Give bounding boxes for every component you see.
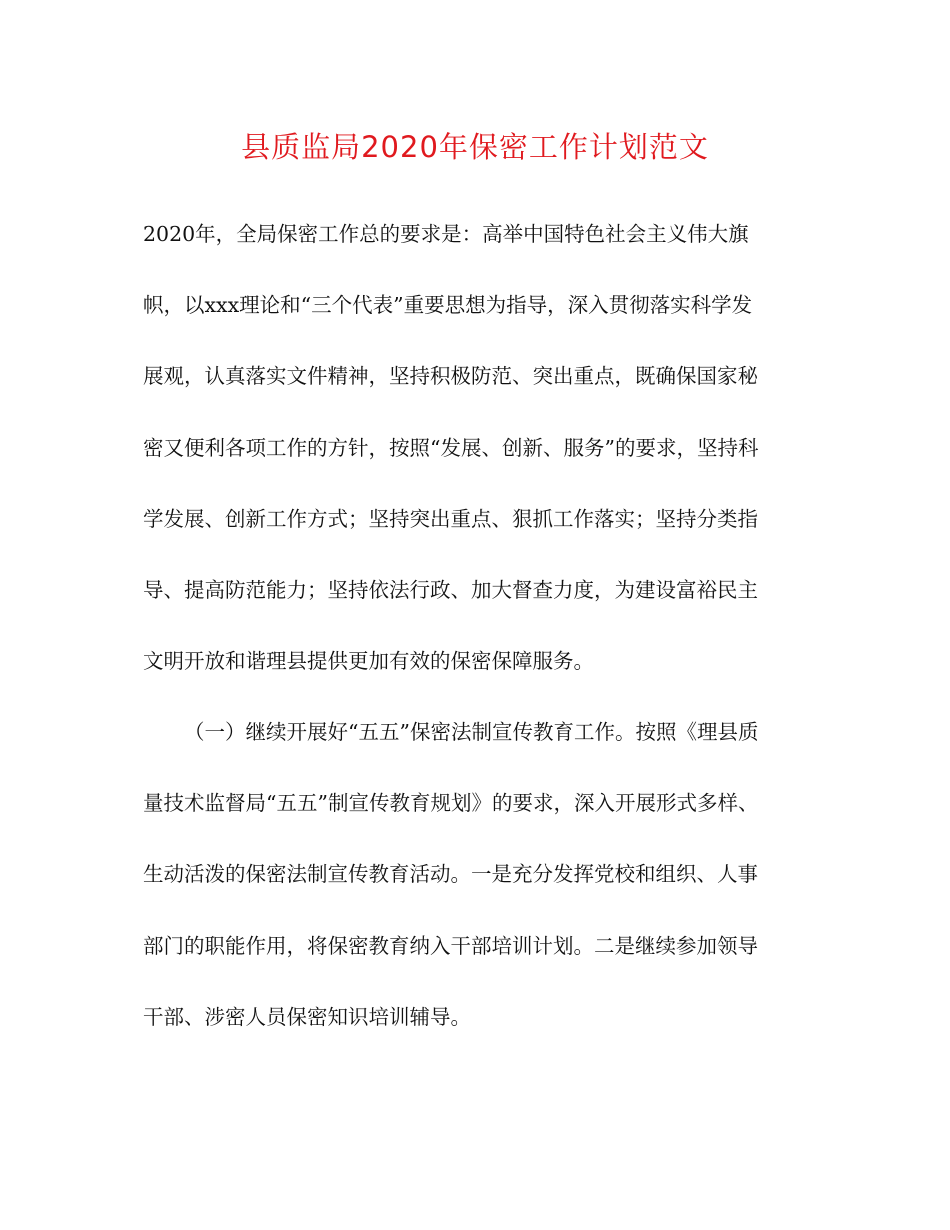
paragraph-2-line: 量技术监督局“五五”制宣传教育规划》的要求，深入开展形式多样、	[143, 791, 759, 816]
paragraph-1-line: 导、提高防范能力；坚持依法行政、加大督查力度，为建设富裕民主	[143, 577, 758, 602]
document-title: 县质监局2020年保密工作计划范文	[241, 130, 709, 164]
paragraph-1	[143, 199, 803, 697]
paragraph-2	[143, 697, 803, 1053]
paragraph-2-line: （一）继续开展好“五五”保密法制宣传教育工作。按照《理县质	[184, 720, 759, 744]
paragraph-2-line: 干部、涉密人员保密知识培训辅导。	[143, 1004, 471, 1029]
paragraph-1-line: 学发展、创新工作方式；坚持突出重点、狠抓工作落实；坚持分类指	[143, 506, 758, 531]
paragraph-1-line: 帜，以xxx理论和“三个代表”重要思想为指导，深入贯彻落实科学发	[143, 293, 753, 318]
paragraph-1-line: 密又便利各项工作的方针，按照“发展、创新、服务”的要求，坚持科	[143, 435, 759, 460]
paragraph-1-line: 2020年，全局保密工作总的要求是：高举中国特色社会主义伟大旗	[143, 222, 749, 246]
paragraph-2-line: 生动活泼的保密法制宣传教育活动。一是充分发挥党校和组织、人事	[143, 862, 758, 887]
paragraph-2-line: 部门的职能作用，将保密教育纳入干部培训计划。二是继续参加领导	[143, 933, 758, 958]
paragraph-1-line: 文明开放和谐理县提供更加有效的保密保障服务。	[143, 649, 594, 674]
paragraph-1-line: 展观，认真落实文件精神，坚持积极防范、突出重点，既确保国家秘	[143, 364, 758, 389]
